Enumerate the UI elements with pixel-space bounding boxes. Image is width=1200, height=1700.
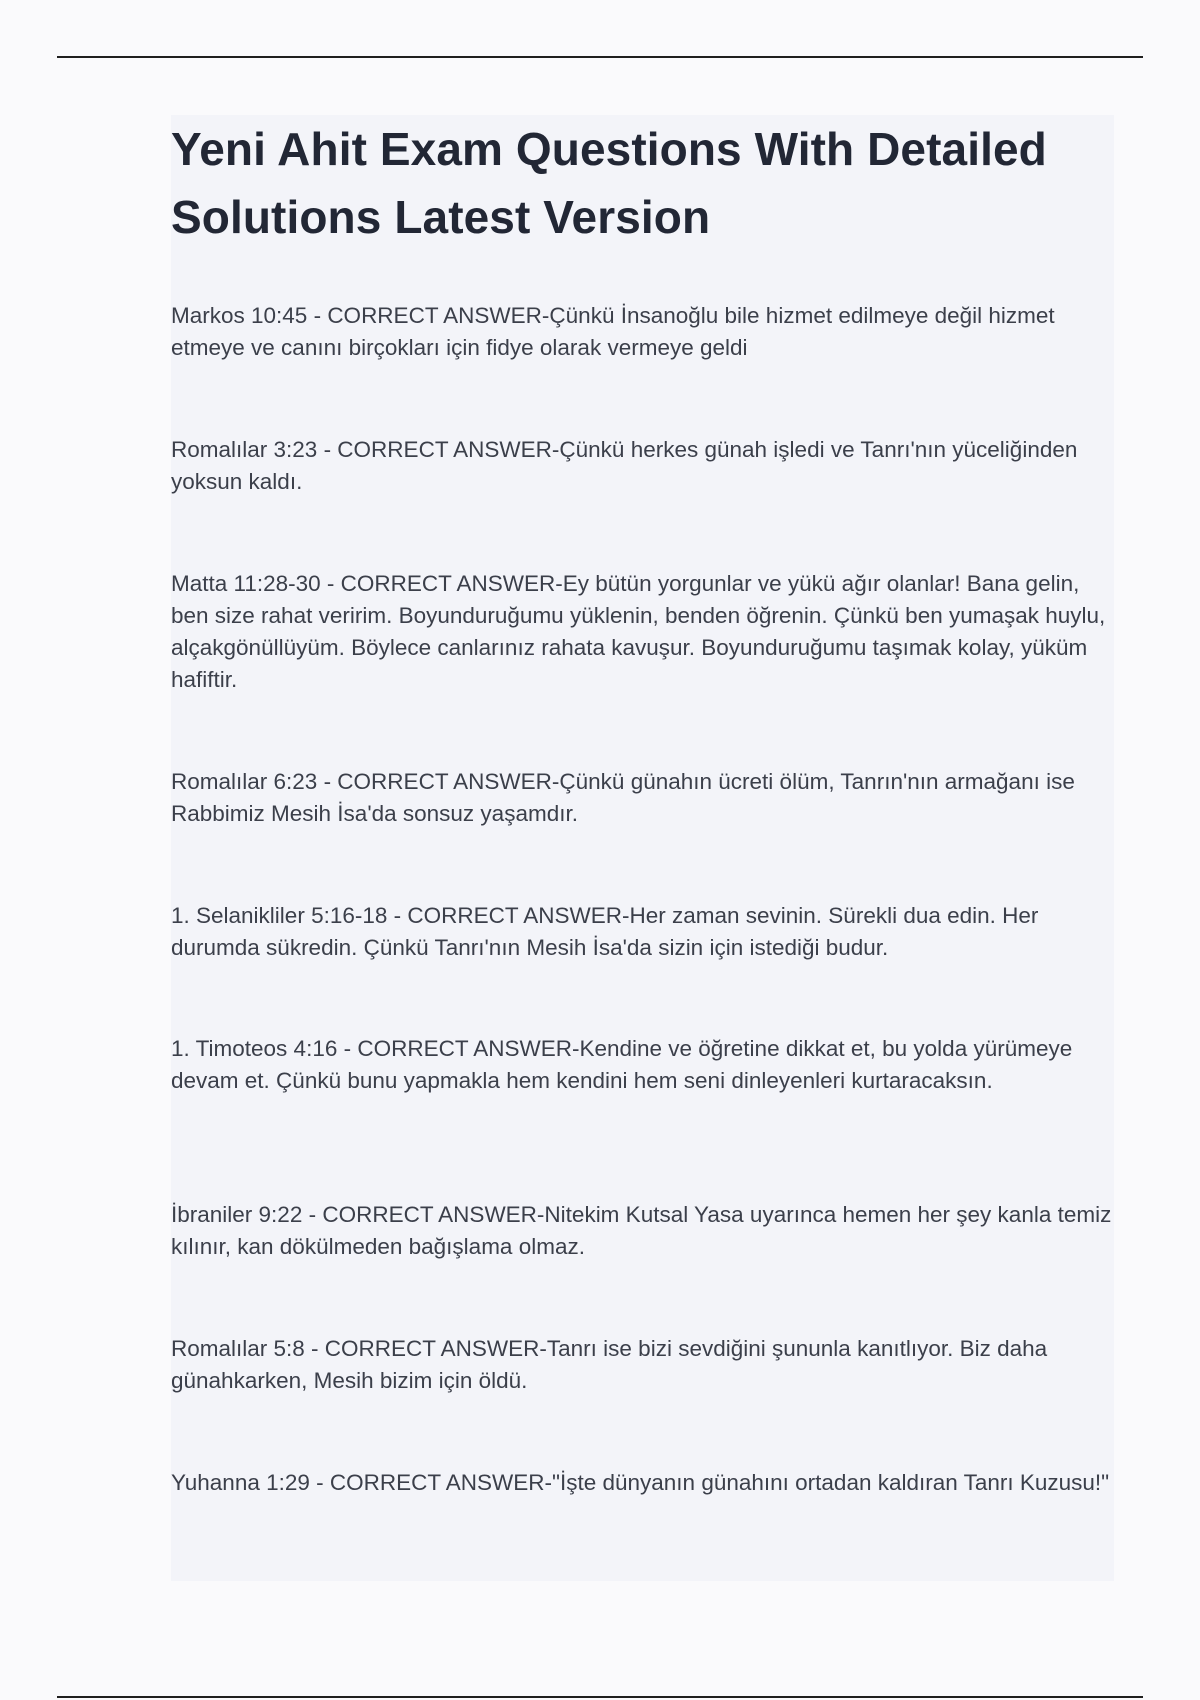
qa-item: 1. Selanikliler 5:16-18 - CORRECT ANSWER-Her zaman sevinin. Sürekli dua edin. Her durumda sükredin. Çünkü Tanrı'nın Mesih İsa'da sizin için istediği budur. (171, 903, 1039, 960)
bottom-rule (57, 1696, 1143, 1698)
qa-item: Yuhanna 1:29 - CORRECT ANSWER-"İşte dünyanın günahını ortadan kaldıran Tanrı Kuzusu!" (171, 1470, 1110, 1495)
top-rule (57, 56, 1143, 58)
qa-item: İbraniler 9:22 - CORRECT ANSWER-Nitekim Kutsal Yasa uyarınca hemen her şey kanla temiz kılınır, kan dökülmeden bağışlama olmaz. (171, 1202, 1112, 1259)
document-title: Yeni Ahit Exam Questions With Detailed Solutions Latest Version (171, 123, 1047, 243)
qa-item: Romalılar 5:8 - CORRECT ANSWER-Tanrı ise bizi sevdiğini şununla kanıtlıyor. Biz daha günahkarken, Mesih bizim için öldü. (171, 1336, 1048, 1393)
qa-item: 1. Timoteos 4:16 - CORRECT ANSWER-Kendine ve öğretine dikkat et, bu yolda yürümeye devam et. Çünkü bunu yapmakla hem kendini hem seni dinleyenleri kurtaracaksın. (171, 1036, 1073, 1093)
qa-item: Romalılar 3:23 - CORRECT ANSWER-Çünkü herkes günah işledi ve Tanrı'nın yüceliğinden yoksun kaldı. (171, 437, 1078, 494)
qa-item: Markos 10:45 - CORRECT ANSWER-Çünkü İnsanoğlu bile hizmet edilmeye değil hizmet etmeye ve canını birçokları için fidye olarak vermeye geldi (171, 303, 1055, 360)
qa-item: Matta 11:28-30 - CORRECT ANSWER-Ey bütün yorgunlar ve yükü ağır olanlar! Bana gelin, ben size rahat veririm. Boyunduruğumu yüklenin, benden öğrenin. Çünkü ben yumaşak huylu, alçakgönüllüyüm. Böylece canlarınız rahata kavuşur. Boyunduruğumu taşımak kolay, yüküm hafiftir. (171, 571, 1106, 692)
document-body (171, 115, 1114, 1581)
qa-item: Romalılar 6:23 - CORRECT ANSWER-Çünkü günahın ücreti ölüm, Tanrın'nın armağanı ise Rabbimiz Mesih İsa'da sonsuz yaşamdır. (171, 769, 1075, 826)
